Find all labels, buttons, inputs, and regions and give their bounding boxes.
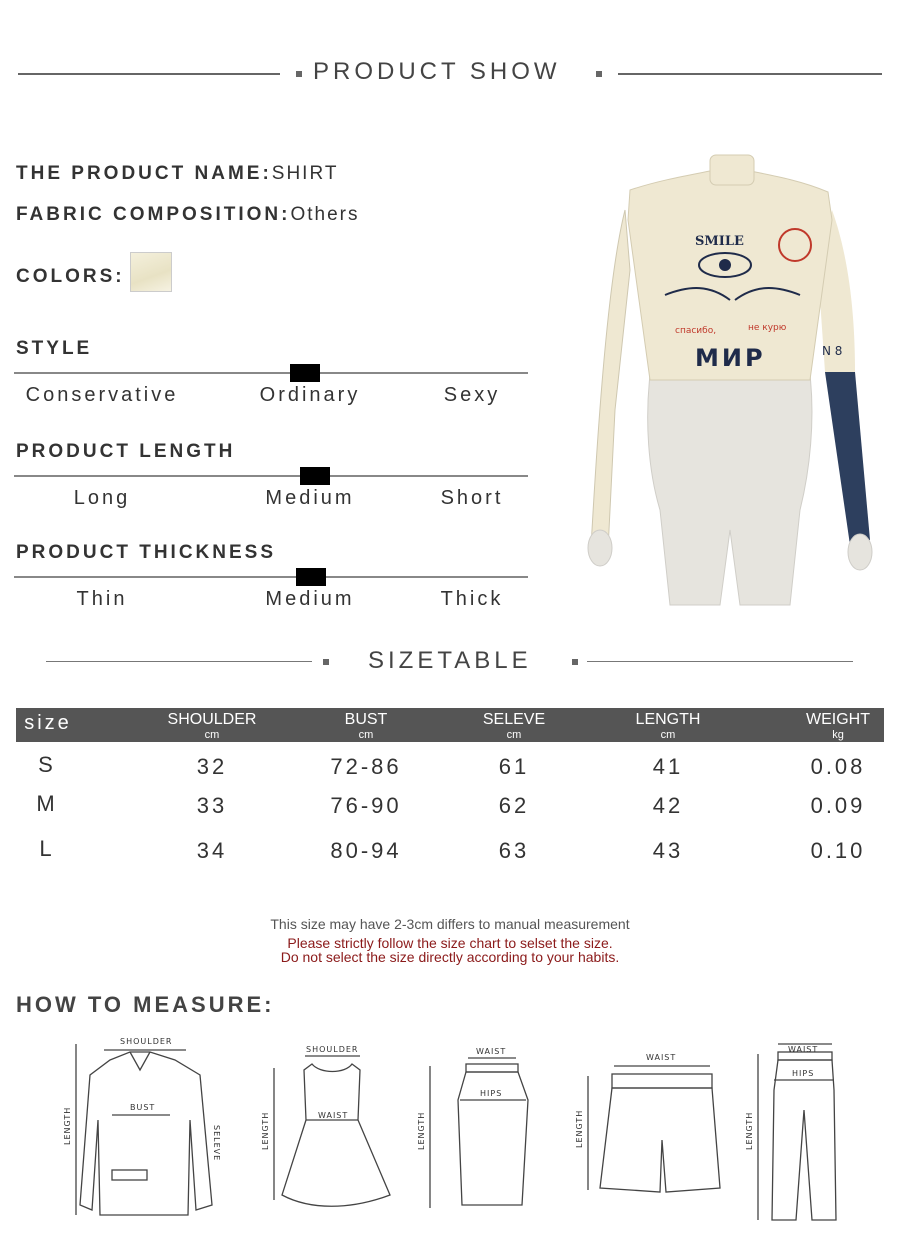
skirt-hips-label: HIPS (480, 1089, 503, 1098)
scale-option: Conservative (25, 384, 179, 406)
sizetable-title: SIZETABLE (368, 647, 532, 674)
table-cell: S (38, 752, 56, 777)
pants-hips-label: HIPS (792, 1069, 815, 1078)
color-swatch[interactable] (130, 252, 172, 292)
dress-shoulder-label: SHOULDER (306, 1045, 359, 1054)
table-header-cell (296, 711, 436, 741)
table-cell: 76-90 (330, 793, 402, 818)
header-rule-right (618, 73, 882, 75)
sizetable-rule-left (46, 661, 312, 662)
table-cell: 63 (498, 838, 530, 863)
scale-title: PRODUCT LENGTH (16, 441, 236, 462)
scale-option: Ordinary (259, 384, 361, 406)
scale-line (14, 372, 528, 374)
pants-length-label: LENGTH (745, 1111, 754, 1150)
shirt-print-word2: не курю (748, 323, 787, 333)
how-to-measure-title: HOW TO MEASURE: (16, 992, 275, 1017)
table-header-unit: kg (832, 729, 844, 741)
product-photo (570, 150, 890, 610)
table-header-title: WEIGHT (806, 711, 870, 728)
table-header-title: SHOULDER (167, 711, 257, 728)
shorts-length-label: LENGTH (575, 1109, 584, 1148)
shirt-length-label: LENGTH (63, 1106, 72, 1145)
table-cell: 61 (498, 754, 530, 779)
product-name-label: THE PRODUCT NAME: (16, 163, 272, 184)
table-cell: 0.08 (810, 754, 866, 779)
note-habits: Do not select the size directly according to your habits. (280, 949, 620, 965)
header-square-left (296, 71, 302, 77)
table-cell: 72-86 (330, 754, 402, 779)
table-header-unit: cm (204, 729, 220, 741)
table-cell: 43 (652, 838, 684, 863)
measure-diagrams (0, 1030, 900, 1240)
shirt-print-word4: N 8 (822, 344, 843, 358)
table-header-title: BUST (344, 711, 388, 728)
shirt-bust-label: BUST (130, 1103, 156, 1112)
fabric-value: Others (290, 204, 360, 225)
fabric-label: FABRIC COMPOSITION: (16, 204, 291, 225)
scale-selected-marker (296, 568, 326, 586)
table-header-cell (598, 711, 738, 741)
scale-line (14, 576, 528, 578)
skirt-diagram (430, 1058, 528, 1208)
header-rule-left (18, 73, 280, 75)
dress-waist-label: WAIST (318, 1111, 349, 1120)
shirt-diagram (76, 1044, 212, 1215)
scale-selected-marker (300, 467, 330, 485)
product-name-value: SHIRT (271, 163, 339, 184)
table-cell: 42 (652, 793, 684, 818)
note-follow-chart: Please strictly follow the size chart to selset the size. (287, 935, 613, 951)
scale-option: Thin (76, 588, 128, 610)
scale-option: Medium (265, 588, 355, 610)
dress-diagram (274, 1056, 390, 1206)
shirt-sleeve-label: SELEVE (212, 1125, 221, 1162)
scale-title: STYLE (16, 338, 93, 359)
table-cell: 32 (196, 754, 228, 779)
shorts-waist-label: WAIST (646, 1053, 677, 1062)
scale-option: Short (440, 487, 504, 509)
pants-waist-label: WAIST (788, 1045, 819, 1054)
shirt-print-big-word: МИР (695, 344, 766, 372)
table-header-title: SELEVE (482, 711, 546, 728)
table-cell: 34 (196, 838, 228, 863)
header-square-right (596, 71, 602, 77)
table-header-cell (0, 714, 118, 732)
shorts-diagram (588, 1066, 720, 1192)
table-cell: 0.09 (810, 793, 866, 818)
table-cell: M (36, 791, 58, 816)
scale-title: PRODUCT THICKNESS (16, 542, 277, 563)
table-cell: 0.10 (810, 838, 866, 863)
table-cell: L (39, 836, 55, 861)
shirt-print-word1: спасибо, (675, 326, 717, 336)
sizetable-rule-right (587, 661, 853, 662)
table-header-cell (444, 711, 584, 741)
scale-option: Long (73, 487, 131, 509)
sizetable-square-left (323, 659, 329, 665)
table-cell: 33 (196, 793, 228, 818)
table-cell: 62 (498, 793, 530, 818)
colors-label: COLORS: (16, 266, 125, 287)
table-header-cell (768, 711, 900, 741)
scale-selected-marker (290, 364, 320, 382)
skirt-waist-label: WAIST (476, 1047, 507, 1056)
dress-length-label: LENGTH (261, 1111, 270, 1150)
page-title: PRODUCT SHOW (313, 58, 561, 85)
fabric-composition (16, 204, 359, 226)
scale-option: Sexy (443, 384, 501, 406)
note-measurement: This size may have 2-3cm differs to manual measurement (270, 916, 630, 932)
scale-option: Thick (440, 588, 504, 610)
skirt-length-label: LENGTH (417, 1111, 426, 1150)
scale-option: Medium (265, 487, 355, 509)
table-header-title: LENGTH (635, 711, 701, 728)
product-name (16, 163, 338, 185)
table-cell: 41 (652, 754, 684, 779)
table-header-cell (142, 711, 282, 741)
table-header-unit: cm (660, 729, 676, 741)
shirt-shoulder-label: SHOULDER (120, 1037, 173, 1046)
scale-line (14, 475, 528, 477)
table-header-unit: cm (358, 729, 374, 741)
table-cell: 80-94 (330, 838, 402, 863)
table-header-title: size (24, 712, 72, 734)
shirt-print-smile: SMILE (695, 234, 744, 249)
sizetable-square-right (572, 659, 578, 665)
table-header-unit: cm (506, 729, 522, 741)
